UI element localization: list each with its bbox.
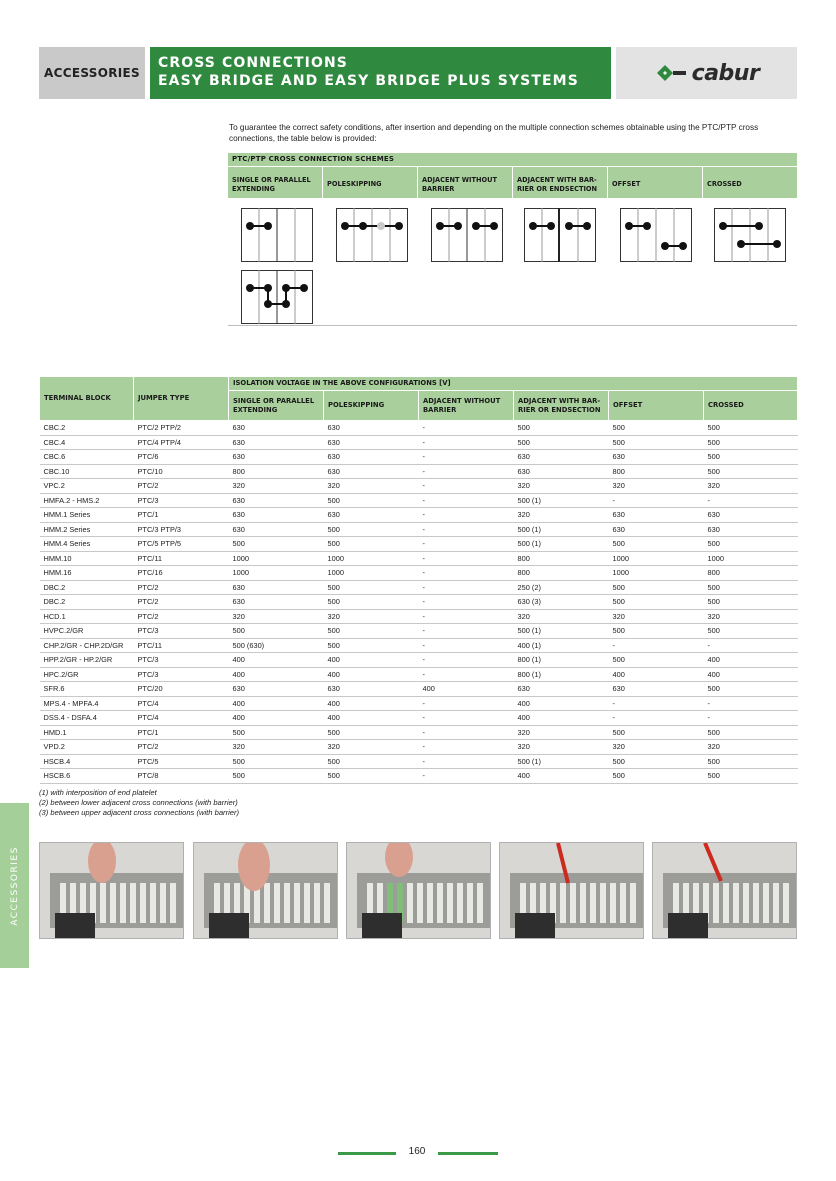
table-cell: 400	[419, 682, 514, 697]
table-cell: 1000	[324, 566, 419, 581]
table-cell: PTC/3	[134, 493, 229, 508]
page-title-box	[150, 47, 611, 99]
table-cell: PTC/4	[134, 711, 229, 726]
table-cell: CBC.6	[40, 450, 134, 465]
table-cell: 500	[324, 638, 419, 653]
scheme-header: POLESKIPPING	[323, 167, 417, 198]
table-cell: -	[419, 638, 514, 653]
table-cell: 320	[704, 479, 798, 494]
table-cell: -	[419, 769, 514, 784]
section-label: ACCESSORIES	[44, 66, 140, 80]
table-cell: -	[609, 711, 704, 726]
table-cell: PTC/3 PTP/3	[134, 522, 229, 537]
table-cell: 500	[609, 653, 704, 668]
table-cell: PTC/5 PTP/5	[134, 537, 229, 552]
table-cell: 630	[229, 522, 324, 537]
table-cell: 500	[609, 421, 704, 436]
table-cell: PTC/2	[134, 580, 229, 595]
col-isolation-voltage: ISOLATION VOLTAGE IN THE ABOVE CONFIGURATIONS [V]	[229, 377, 798, 391]
schemes-panel	[228, 153, 797, 326]
table-cell: 320	[324, 609, 419, 624]
table-cell: PTC/3	[134, 667, 229, 682]
table-cell: 250 (2)	[514, 580, 609, 595]
table-cell: 320	[514, 725, 609, 740]
table-cell: PTC/4 PTP/4	[134, 435, 229, 450]
product-photo	[652, 842, 797, 939]
col-sub-header: OFFSET	[609, 391, 704, 421]
table-cell: -	[419, 609, 514, 624]
footnote: (3) between upper adjacent cross connections (with barrier)	[39, 808, 240, 817]
table-cell: 320	[229, 479, 324, 494]
table-cell: 320	[324, 740, 419, 755]
table-cell: 320	[704, 740, 798, 755]
table-cell: -	[419, 711, 514, 726]
table-row	[40, 435, 798, 450]
col-sub-header: ADJACENT WITH BAR-RIER OR ENDSECTION	[514, 391, 609, 421]
table-row	[40, 551, 798, 566]
brand-logo-box	[616, 47, 797, 99]
intro-text: To guarantee the correct safety conditions, after insertion and depending on the multiple connection schemes obtainable using the PTC/PTP cross connections, the table below is provided:	[229, 123, 759, 143]
table-cell: PTC/4	[134, 696, 229, 711]
table-cell: 630	[609, 522, 704, 537]
table-cell: 500	[324, 580, 419, 595]
schemes-title: PTC/PTP CROSS CONNECTION SCHEMES	[228, 153, 797, 166]
table-cell: 500	[324, 725, 419, 740]
table-cell: -	[419, 493, 514, 508]
scheme-header: ADJACENT WITHOUT BARRIER	[418, 167, 512, 198]
table-row	[40, 595, 798, 610]
table-cell: 630	[229, 435, 324, 450]
table-cell: 630	[229, 450, 324, 465]
table-cell: 400	[229, 696, 324, 711]
scheme-diagram-parallel	[241, 270, 313, 324]
table-cell: 500	[324, 537, 419, 552]
table-cell: 500	[229, 769, 324, 784]
table-cell: 400	[229, 711, 324, 726]
col-sub-header: POLESKIPPING	[324, 391, 419, 421]
schemes-header-row	[228, 167, 797, 198]
page-title-line2: EASY BRIDGE AND EASY BRIDGE PLUS SYSTEMS	[158, 73, 579, 89]
table-cell: 400	[324, 696, 419, 711]
product-photo	[346, 842, 491, 939]
table-cell: 500	[704, 421, 798, 436]
table-cell: CBC.2	[40, 421, 134, 436]
table-row	[40, 696, 798, 711]
table-cell: PTC/10	[134, 464, 229, 479]
table-cell: 320	[229, 609, 324, 624]
table-cell: 1000	[229, 566, 324, 581]
table-cell: 500	[704, 595, 798, 610]
table-cell: 800	[704, 566, 798, 581]
table-cell: 630	[609, 508, 704, 523]
table-cell: 1000	[609, 566, 704, 581]
table-cell: 500	[704, 435, 798, 450]
product-photo	[499, 842, 644, 939]
table-cell: HMM.2 Series	[40, 522, 134, 537]
table-cell: PTC/16	[134, 566, 229, 581]
table-cell: 500 (1)	[514, 624, 609, 639]
table-cell: -	[704, 638, 798, 653]
table-cell: 500	[609, 537, 704, 552]
table-cell: 800	[229, 464, 324, 479]
table-cell: -	[419, 754, 514, 769]
table-cell: -	[419, 464, 514, 479]
table-row	[40, 667, 798, 682]
table-cell: 1000	[229, 551, 324, 566]
table-cell: HCD.1	[40, 609, 134, 624]
section-label-box	[39, 47, 145, 99]
table-cell: 500	[609, 769, 704, 784]
table-cell: -	[419, 667, 514, 682]
scheme-diagram-adjacent	[431, 208, 503, 262]
table-cell: 320	[229, 740, 324, 755]
table-row	[40, 464, 798, 479]
table-cell: 500	[609, 435, 704, 450]
table-cell: 400	[704, 653, 798, 668]
table-cell: -	[419, 740, 514, 755]
table-cell: PTC/2	[134, 609, 229, 624]
table-cell: 500 (1)	[514, 754, 609, 769]
table-cell: -	[419, 696, 514, 711]
table-cell: 400	[229, 667, 324, 682]
table-cell: 500	[514, 421, 609, 436]
table-cell: -	[419, 435, 514, 450]
table-cell: 500	[229, 537, 324, 552]
table-cell: -	[419, 653, 514, 668]
table-cell: 800	[514, 566, 609, 581]
scheme-diagram-single	[241, 208, 313, 262]
scheme-diagram-crossed	[714, 208, 786, 262]
table-cell: HSCB.6	[40, 769, 134, 784]
table-cell: 500 (1)	[514, 522, 609, 537]
table-cell: 500	[324, 754, 419, 769]
table-body	[40, 421, 798, 784]
table-cell: -	[704, 696, 798, 711]
table-cell: 500 (1)	[514, 537, 609, 552]
table-row	[40, 450, 798, 465]
page-title-line1: CROSS CONNECTIONS	[158, 55, 348, 71]
table-cell: DSS.4 - DSFA.4	[40, 711, 134, 726]
table-row	[40, 769, 798, 784]
table-cell: HMM.4 Series	[40, 537, 134, 552]
table-row	[40, 566, 798, 581]
table-cell: 500	[704, 624, 798, 639]
table-cell: 1000	[324, 551, 419, 566]
table-cell: -	[704, 711, 798, 726]
footnotes	[39, 788, 239, 818]
table-cell: 800	[609, 464, 704, 479]
table-cell: 630	[609, 450, 704, 465]
table-cell: PTC/6	[134, 450, 229, 465]
table-cell: 630	[229, 421, 324, 436]
table-cell: HMM.1 Series	[40, 508, 134, 523]
table-cell: 400	[704, 667, 798, 682]
table-cell: 320	[609, 609, 704, 624]
footnote: (1) with interposition of end platelet	[39, 788, 157, 797]
table-cell: PTC/2	[134, 740, 229, 755]
table-cell: 500	[704, 464, 798, 479]
table-cell: -	[419, 522, 514, 537]
table-cell: -	[419, 566, 514, 581]
table-cell: 500	[324, 493, 419, 508]
table-cell: 500	[324, 624, 419, 639]
table-row	[40, 725, 798, 740]
table-cell: 400	[514, 696, 609, 711]
table-cell: 500	[324, 522, 419, 537]
footnote: (2) between lower adjacent cross connections (with barrier)	[39, 798, 238, 807]
table-cell: 320	[609, 740, 704, 755]
table-cell: -	[609, 638, 704, 653]
table-row	[40, 754, 798, 769]
table-cell: 400	[609, 667, 704, 682]
table-row	[40, 479, 798, 494]
table-cell: 400	[324, 667, 419, 682]
table-cell: PTC/11	[134, 551, 229, 566]
table-cell: 500	[229, 754, 324, 769]
table-cell: MPS.4 - MPFA.4	[40, 696, 134, 711]
table-cell: 320	[514, 508, 609, 523]
table-cell: HMM.16	[40, 566, 134, 581]
table-cell: 500	[609, 725, 704, 740]
col-sub-header: SINGLE OR PARALLEL EXTENDING	[229, 391, 324, 421]
table-cell: 320	[514, 740, 609, 755]
table-cell: 630	[229, 493, 324, 508]
table-cell: PTC/11	[134, 638, 229, 653]
table-cell: 500	[514, 435, 609, 450]
table-cell: 630	[324, 435, 419, 450]
table-cell: 630	[324, 421, 419, 436]
table-row	[40, 421, 798, 436]
table-cell: 500	[704, 537, 798, 552]
table-cell: 1000	[609, 551, 704, 566]
table-cell: -	[419, 725, 514, 740]
table-cell: PTC/5	[134, 754, 229, 769]
table-cell: DBC.2	[40, 580, 134, 595]
table-cell: -	[419, 595, 514, 610]
table-cell: PTC/2	[134, 479, 229, 494]
table-cell: -	[704, 493, 798, 508]
table-cell: CHP.2/GR - CHP.2D/GR	[40, 638, 134, 653]
table-cell: HPP.2/GR - HP.2/GR	[40, 653, 134, 668]
table-cell: 1000	[704, 551, 798, 566]
table-cell: 400	[324, 653, 419, 668]
table-row	[40, 682, 798, 697]
table-cell: CBC.4	[40, 435, 134, 450]
table-cell: 400 (1)	[514, 638, 609, 653]
table-row	[40, 580, 798, 595]
page-number-rule	[438, 1152, 498, 1155]
table-cell: 800 (1)	[514, 667, 609, 682]
table-cell: PTC/3	[134, 624, 229, 639]
table-cell: 500	[609, 595, 704, 610]
table-cell: -	[419, 450, 514, 465]
product-photo	[39, 842, 184, 939]
page-number: 160	[396, 1146, 438, 1157]
table-cell: -	[419, 580, 514, 595]
table-cell: 630	[704, 508, 798, 523]
table-cell: 800	[514, 551, 609, 566]
table-row	[40, 653, 798, 668]
table-cell: 320	[609, 479, 704, 494]
brand-logo	[654, 61, 760, 86]
table-cell: -	[419, 421, 514, 436]
table-cell: DBC.2	[40, 595, 134, 610]
table-cell: 500	[704, 725, 798, 740]
table-cell: HMM.10	[40, 551, 134, 566]
table-cell: HSCB.4	[40, 754, 134, 769]
table-cell: 400	[324, 711, 419, 726]
diamond-arrow-icon	[654, 62, 688, 84]
table-cell: 500	[704, 754, 798, 769]
table-row	[40, 711, 798, 726]
product-photo	[193, 842, 338, 939]
table-cell: 320	[514, 479, 609, 494]
table-row	[40, 624, 798, 639]
table-cell: 500	[324, 595, 419, 610]
table-cell: 630	[324, 464, 419, 479]
table-cell: PTC/2 PTP/2	[134, 421, 229, 436]
scheme-diagram-adjacent-barrier	[524, 208, 596, 262]
table-cell: -	[419, 479, 514, 494]
table-cell: PTC/20	[134, 682, 229, 697]
col-sub-header: ADJACENT WITHOUT BARRIER	[419, 391, 514, 421]
schemes-diagrams	[228, 198, 797, 326]
table-cell: 500	[609, 754, 704, 769]
table-cell: HVPC.2/GR	[40, 624, 134, 639]
table-cell: 630	[609, 682, 704, 697]
scheme-header: SINGLE OR PARALLEL EXTENDING	[228, 167, 322, 198]
table-cell: PTC/2	[134, 595, 229, 610]
table-cell: HPC.2/GR	[40, 667, 134, 682]
table-cell: 630	[229, 508, 324, 523]
side-section-tab	[0, 803, 29, 968]
table-cell: 500	[704, 580, 798, 595]
table-cell: 320	[514, 609, 609, 624]
table-cell: -	[419, 624, 514, 639]
table-cell: 800 (1)	[514, 653, 609, 668]
table-cell: 630	[514, 450, 609, 465]
table-row	[40, 537, 798, 552]
page-number-rule	[338, 1152, 396, 1155]
table-cell: 500	[704, 682, 798, 697]
table-cell: 630	[229, 580, 324, 595]
table-cell: 630	[229, 682, 324, 697]
table-row	[40, 493, 798, 508]
table-row	[40, 740, 798, 755]
brand-logo-text: cabur	[691, 60, 760, 86]
table-row	[40, 609, 798, 624]
table-cell: -	[419, 551, 514, 566]
table-cell: 500	[324, 769, 419, 784]
side-tab-label: ACCESSORIES	[9, 845, 20, 926]
table-row	[40, 508, 798, 523]
table-cell: 630 (3)	[514, 595, 609, 610]
col-terminal-block: TERMINAL BLOCK	[40, 377, 134, 421]
table-cell: 320	[324, 479, 419, 494]
col-sub-header: CROSSED	[704, 391, 798, 421]
table-cell: 400	[229, 653, 324, 668]
table-cell: VPC.2	[40, 479, 134, 494]
table-cell: 630	[704, 522, 798, 537]
table-cell: HMD.1	[40, 725, 134, 740]
table-cell: 630	[324, 450, 419, 465]
table-cell: 630	[324, 682, 419, 697]
table-row	[40, 522, 798, 537]
table-cell: -	[419, 537, 514, 552]
table-cell: 500	[704, 450, 798, 465]
table-cell: HMFA.2 - HMS.2	[40, 493, 134, 508]
isolation-voltage-table	[39, 376, 798, 784]
table-cell: PTC/1	[134, 508, 229, 523]
table-cell: -	[419, 508, 514, 523]
table-cell: 500	[229, 624, 324, 639]
scheme-header: ADJACENT WITH BAR-RIER OR ENDSECTION	[513, 167, 607, 198]
table-cell: 630	[229, 595, 324, 610]
table-cell: 320	[704, 609, 798, 624]
table-cell: 500	[704, 769, 798, 784]
table-cell: -	[609, 493, 704, 508]
table-cell: 500 (1)	[514, 493, 609, 508]
table-cell: 500	[609, 624, 704, 639]
table-cell: 630	[514, 464, 609, 479]
scheme-diagram-poleskipping	[336, 208, 408, 262]
table-cell: 500	[229, 725, 324, 740]
table-cell: PTC/8	[134, 769, 229, 784]
table-cell: 630	[324, 508, 419, 523]
scheme-header: CROSSED	[703, 167, 797, 198]
table-cell: 400	[514, 769, 609, 784]
table-cell: CBC.10	[40, 464, 134, 479]
table-cell: -	[609, 696, 704, 711]
col-jumper-type: JUMPER TYPE	[134, 377, 229, 421]
table-row	[40, 638, 798, 653]
table-cell: SFR.6	[40, 682, 134, 697]
table-cell: 400	[514, 711, 609, 726]
table-cell: PTC/3	[134, 653, 229, 668]
table-cell: PTC/1	[134, 725, 229, 740]
table-cell: VPD.2	[40, 740, 134, 755]
table-cell: 630	[514, 682, 609, 697]
table-cell: 500 (630)	[229, 638, 324, 653]
scheme-diagram-offset	[620, 208, 692, 262]
scheme-header: OFFSET	[608, 167, 702, 198]
table-cell: 500	[609, 580, 704, 595]
